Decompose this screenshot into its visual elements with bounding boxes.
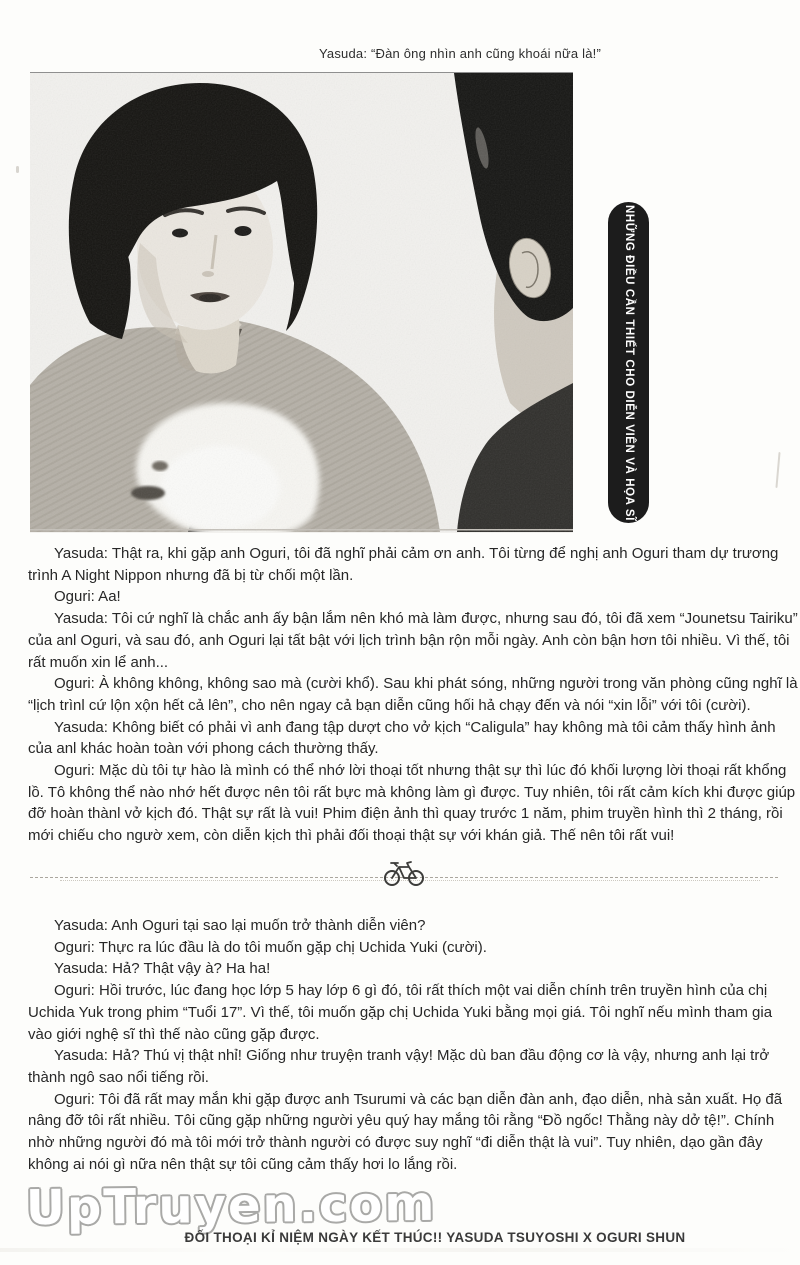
portrait-photo <box>30 72 573 533</box>
interview-section-1 <box>28 543 800 847</box>
portrait-photo-illustration <box>30 73 573 532</box>
scan-artifact <box>16 166 19 173</box>
bicycle-icon <box>382 858 428 888</box>
dialogue-paragraph: Yasuda: Hả? Thật vậy à? Ha ha! <box>54 960 271 978</box>
scan-artifact <box>0 1248 800 1252</box>
dialogue-paragraph: Oguri: Hồi trước, lúc đang học lớp 5 hay lớp 6 gì đó, tôi rất thích một vai diễn chính trên truyền hình của chị Uchida Yuk trong phim “Tuổi 17”. Vì thế, tôi muốn gặp chị Uchida Yuki bằng mọi giá. Tôi nghĩ nếu mình tham gia vào giới nghệ sĩ thì thế nào cũng gặp được. <box>28 982 773 1043</box>
dialogue-paragraph: Yasuda: Anh Oguri tại sao lại muốn trở thành diễn viên? <box>54 917 426 934</box>
dialogue-paragraph: Yasuda: Tôi cứ nghĩ là chắc anh ấy bận lắm nên khó mà làm được, nhưng sau đó, tôi đã xem “Jounetsu Tairiku” của anl Oguri, và sau đó, anh Oguri lại tất bật với lịch trình bận rộn mỗi ngày. Anh còn bận hơn tôi nhiều. Vì thế, tôi rất muốn xin lể anh... <box>28 610 798 671</box>
dialogue-paragraph: Yasuda: Thật ra, khi gặp anh Oguri, tôi đã nghĩ phải cảm ơn anh. Tôi từng để nghị anh Oguri tham dự trương trình A Night Nippon nhưng đã bị từ chối một lần. <box>28 545 779 584</box>
top-caption: Yasuda: “Đàn ông nhìn anh cũng khoái nữa là!” <box>319 46 601 61</box>
side-banner-label: NHỮNG ĐIỀU CẦN THIẾT CHO DIỄN VIÊN VÀ HỌA SĨ <box>622 204 635 521</box>
scan-artifact <box>775 452 780 488</box>
dialogue-paragraph: Yasuda: Không biết có phải vì anh đang tập dượt cho vở kịch “Caligula” hay không mà tôi cảm thấy hình ảnh của anl khác hoàn toàn với phong cách thường thấy. <box>28 718 776 758</box>
dialogue-paragraph: Yasuda: Hả? Thú vị thật nhỉ! Giống như truyện tranh vậy! Mặc dù ban đầu động cơ là vậy, nhưng anh lại trở thành ngô sao nổi tiếng rồi. <box>28 1047 770 1086</box>
interview-section-2 <box>28 915 800 1175</box>
dialogue-paragraph: Oguri: Tôi đã rất may mắn khi gặp được anh Tsurumi và các bạn diễn đàn anh, đạo diễn, nhà sản xuất. Họ đã nâng đỡ tôi rất nhiều. Tôi cũng gặp những người yêu quý hay mắng tôi rằng “Đồ ngốc! Thằng này dở tệ!”. Chính nhờ những người đó mà tôi mới trở thành người có được suy nghĩ “đi diễn thật là vui”. Tuy nhiên, dạo gần đây không ai nói gì nữa nên thật sự tôi cũng cảm thấy hơi lo lắng rồi. <box>28 1090 783 1173</box>
watermark-logo: UpTruyen.com <box>25 1175 437 1237</box>
dialogue-paragraph: Oguri: Mặc dù tôi tự hào là mình có thể nhớ lời thoại tốt nhưng thật sự thì lúc đó khối lượng lời thoại rất khổng lồ. Tô không thể nào nhớ hết được nên tôi rất bực mà không làm gì được. Tuy nhiên, tôi rất cảm kích khi được giúp đỡ hoàn thànl vở kịch đó. Thật sự rất là vui! Phim điện ảnh thì quay trước 1 năm, phim truyền hình thì 2 tháng, rồi mới chiếu cho ngườ xem, còn diễn kịch thì phải đối thoại thật sự với khán giả. Thế nên tôi rất vui! <box>28 762 796 845</box>
side-banner <box>608 202 649 523</box>
footer-caption: ĐỐI THOẠI KỈ NIỆM NGÀY KẾT THÚC!! YASUDA TSUYOSHI X OGURI SHUN <box>184 1230 686 1245</box>
dialogue-paragraph: Oguri: Aa! <box>54 588 121 606</box>
dialogue-paragraph: Oguri: Thực ra lúc đầu là do tôi muốn gặp chị Uchida Yuki (cười). <box>54 938 487 956</box>
dialogue-paragraph: Oguri: À không không, không sao mà (cười khổ). Sau khi phát sóng, những người trong văn phòng cũng nghĩ là “lịch trìnl cứ lộn xộn hết cả lên”, cho nên ngay cả bạn diễn cũng hối hả chạy đến và nói “xin lỗi” với tôi (cười). <box>28 675 798 714</box>
